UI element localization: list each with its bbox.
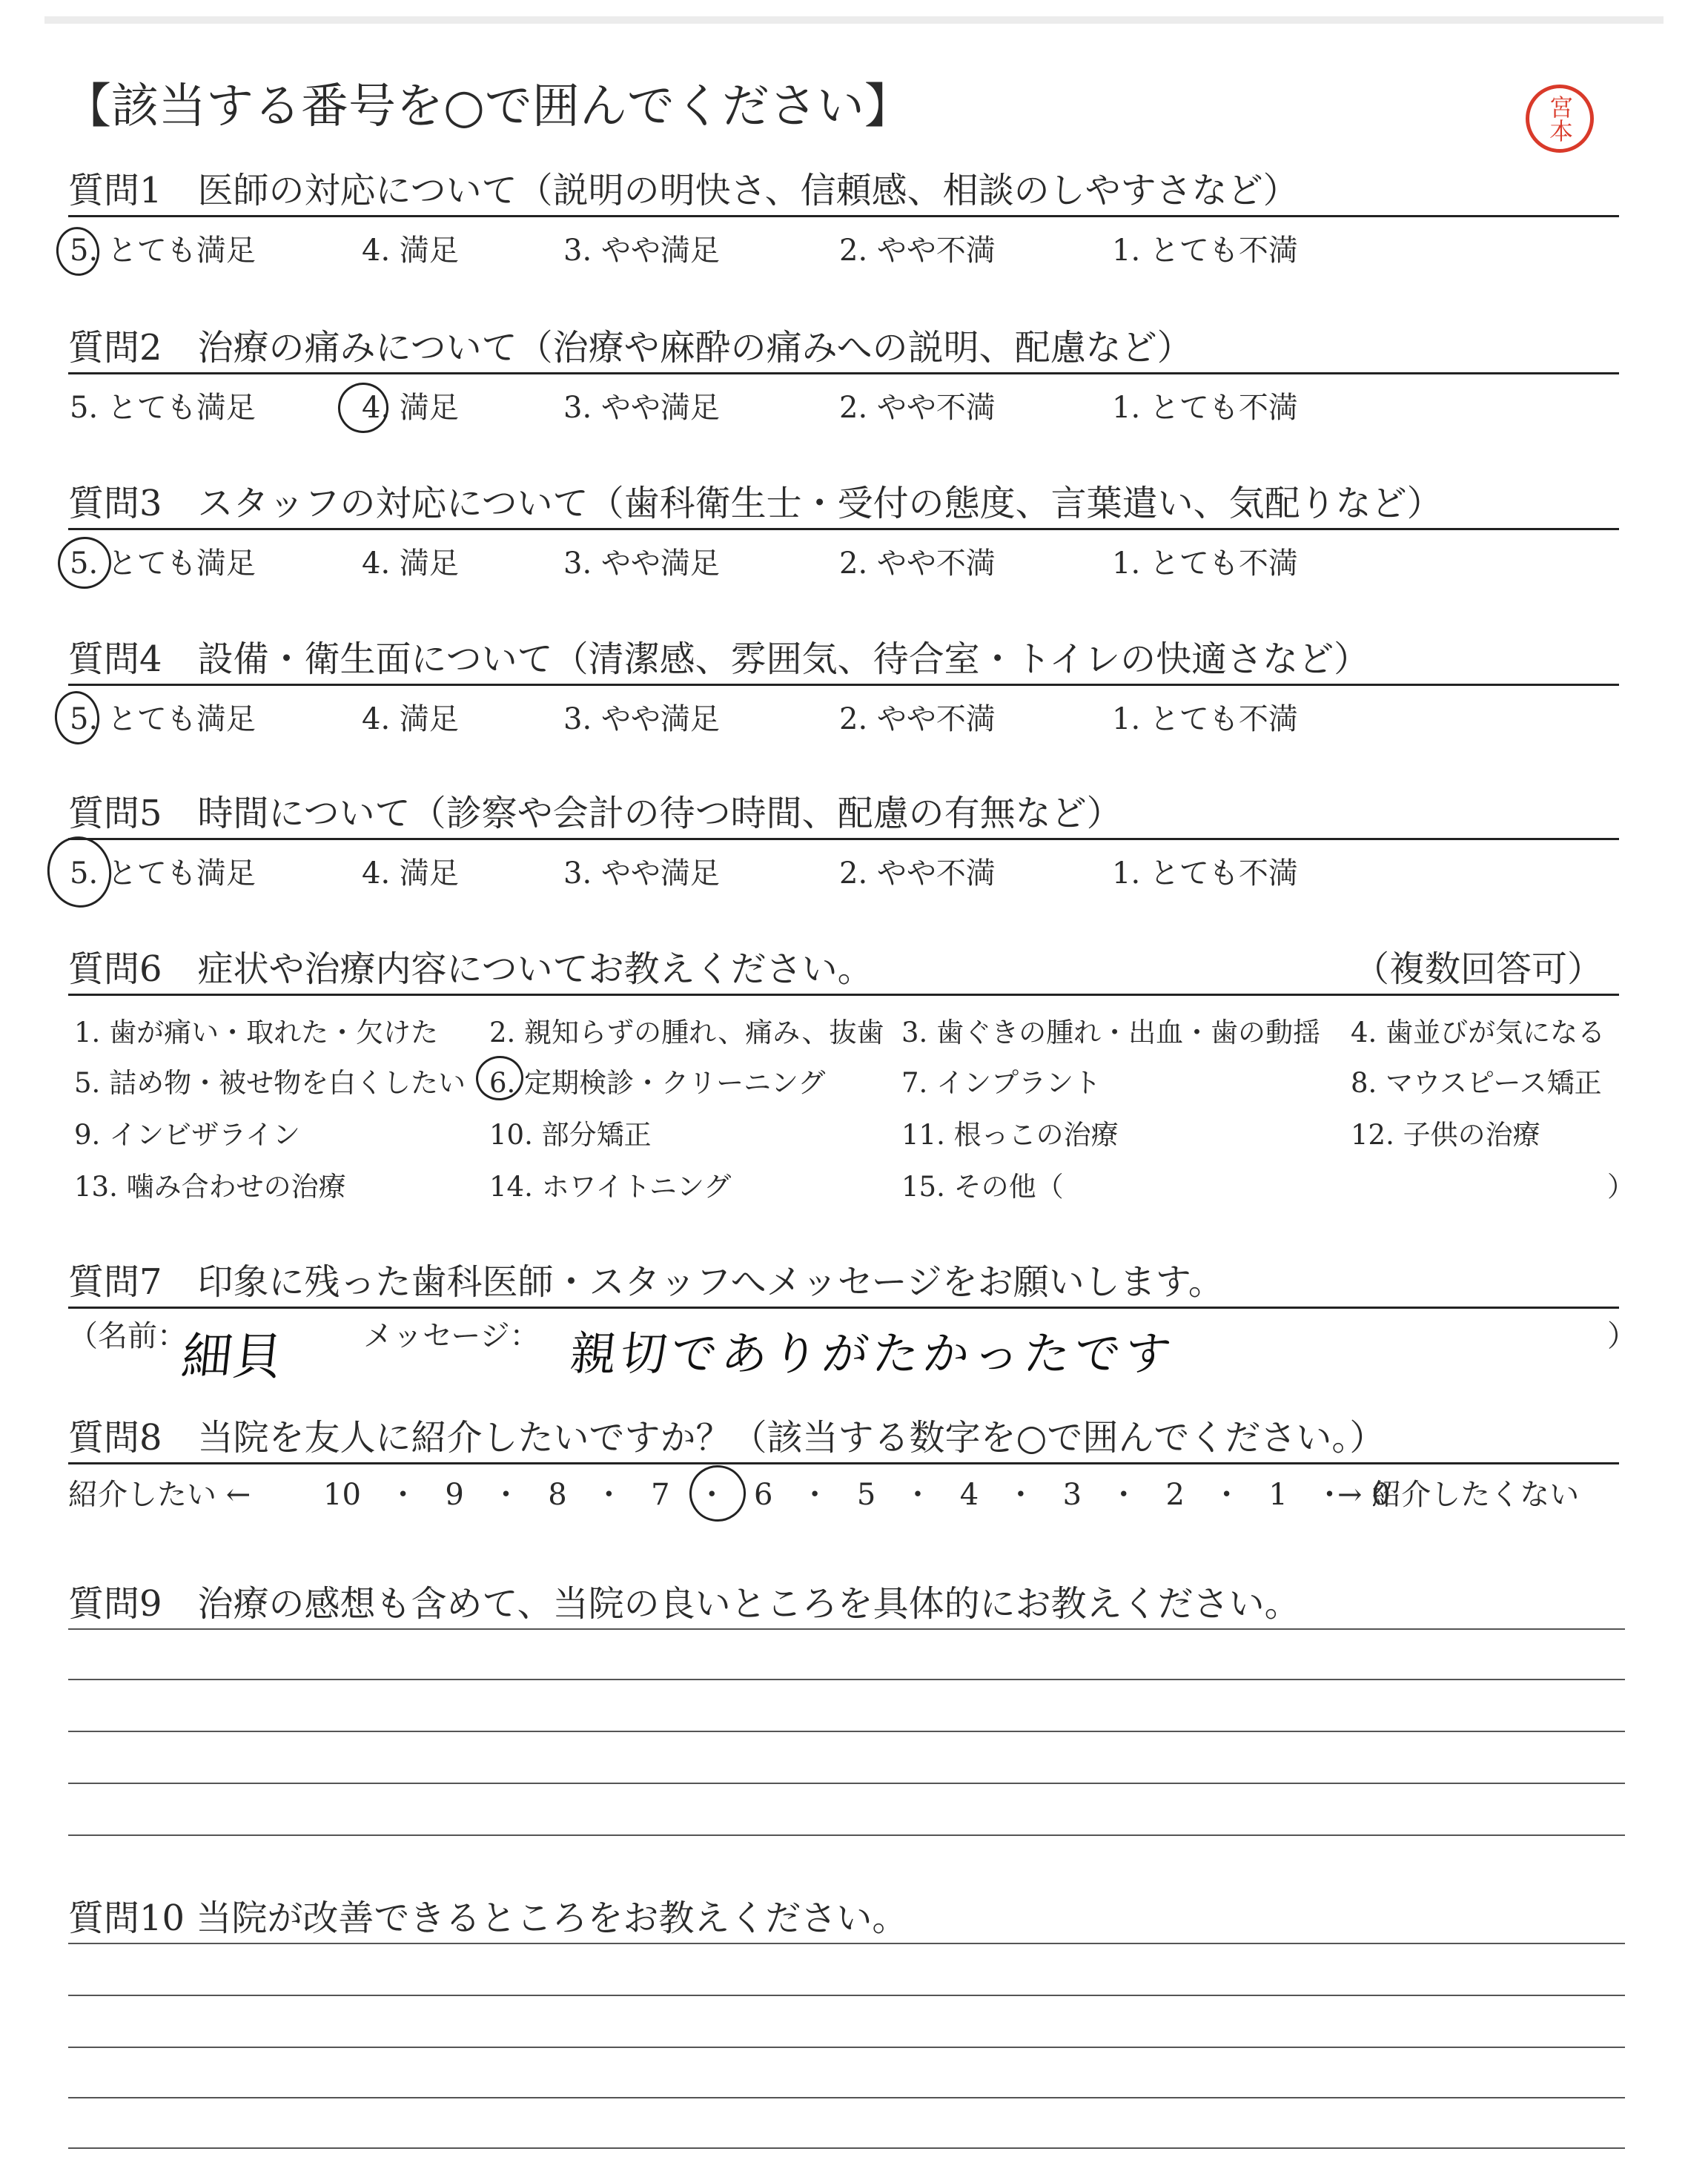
q3-option-4[interactable]: 4. 満足 [362,546,459,581]
q2-title: 質問2 治療の痛みについて（治療や麻酔の痛みへの説明、配慮など） [68,327,1193,369]
q1-option-4[interactable]: 4. 満足 [362,234,459,268]
q6-item-9[interactable]: 9. インビザライン [74,1119,300,1151]
q4-title: 質問4 設備・衛生面について（清潔感、雰囲気、待合室・トイレの快適さなど） [68,638,1370,680]
q6-title: 質問6 症状や治療内容についてお教えください。 [68,948,873,990]
q8-rule [68,1462,1619,1464]
q3-title: 質問3 スタッフの対応について（歯科衛生士・受付の態度、言葉遣い、気配りなど） [68,483,1443,524]
q6-item-5[interactable]: 5. 詰め物・被せ物を白くしたい [74,1067,466,1099]
q9-title: 質問9 治療の感想も含めて、当院の良いところを具体的にお教えください。 [68,1583,1300,1625]
q4-option-3[interactable]: 3. やや満足 [563,702,720,736]
q2-option-5[interactable]: 5. とても満足 [70,391,256,425]
q5-title: 質問5 時間について（診察や会計の待つ時間、配慮の有無など） [68,793,1122,834]
q7-title: 質問7 印象に残った歯科医師・スタッフへメッセージをお願いします。 [68,1261,1224,1303]
q5-rule [68,838,1619,840]
q6-item-3[interactable]: 3. 歯ぐきの腫れ・出血・歯の動揺 [901,1017,1321,1048]
q6-item-11[interactable]: 11. 根っこの治療 [901,1119,1119,1151]
q6-item-14[interactable]: 14. ホワイトニング [489,1171,732,1203]
q7-close-paren: ） [1607,1319,1637,1353]
q8-right-label: → 紹介したくない [1337,1478,1580,1512]
q7-rule [68,1307,1619,1309]
q2-rule [68,372,1619,374]
q10-line [68,1943,1625,1944]
q5-option-4[interactable]: 4. 満足 [362,856,459,891]
q5-option-1[interactable]: 1. とても不満 [1112,856,1298,891]
q6-item-13[interactable]: 13. 噛み合わせの治療 [74,1171,346,1203]
q5-option-3[interactable]: 3. やや満足 [563,856,720,891]
q6-item-1[interactable]: 1. 歯が痛い・取れた・欠けた [74,1017,439,1048]
q3-option-2[interactable]: 2. やや不満 [839,546,996,581]
q9-line [68,1628,1625,1630]
q2-option-1[interactable]: 1. とても不満 [1112,391,1298,425]
q2-option-2[interactable]: 2. やや不満 [839,391,996,425]
q2-option-4[interactable]: 4. 満足 [362,391,459,425]
q3-option-3[interactable]: 3. やや満足 [563,546,720,581]
q8-left-label: 紹介したい ← [68,1478,251,1512]
q6-item-6[interactable]: 6. 定期検診・クリーニング [489,1067,826,1099]
q4-option-4[interactable]: 4. 満足 [362,702,459,736]
q10-line [68,1995,1625,1996]
hand-drawn-circle [42,831,116,912]
q6-rule [68,994,1619,996]
q6-item-15-close-paren: ） [1607,1171,1635,1203]
q7-message-handwritten[interactable]: 親切でありがたかったです [567,1327,1179,1381]
q1-option-3[interactable]: 3. やや満足 [563,234,720,268]
q4-rule [68,684,1619,686]
q4-option-1[interactable]: 1. とても不満 [1112,702,1298,736]
q9-line [68,1783,1625,1784]
q6-item-12[interactable]: 12. 子供の治療 [1351,1119,1540,1151]
q7-name-label: （名前： [68,1319,187,1353]
q1-option-5[interactable]: 5. とても満足 [70,234,256,268]
q5-option-5[interactable]: 5. とても満足 [70,856,256,891]
q9-line [68,1834,1625,1836]
q10-line [68,2047,1625,2048]
q9-line [68,1731,1625,1732]
q1-option-1[interactable]: 1. とても不満 [1112,234,1298,268]
q4-option-5[interactable]: 5. とても満足 [70,702,256,736]
q10-line [68,2147,1625,2149]
page-top-edge [44,16,1664,24]
q8-scale[interactable]: 10 ・ 9 ・ 8 ・ 7 ・ 6 ・ 5 ・ 4 ・ 3 ・ 2 ・ 1 ・ 0 [323,1478,1391,1512]
q3-rule [68,528,1619,530]
q6-item-10[interactable]: 10. 部分矯正 [489,1119,652,1151]
q6-item-8[interactable]: 8. マウスピース矯正 [1351,1067,1602,1099]
q6-item-4[interactable]: 4. 歯並びが気になる [1351,1017,1606,1048]
q1-title: 質問1 医師の対応について（説明の明快さ、信頼感、相談のしやすさなど） [68,170,1299,211]
q9-line [68,1679,1625,1680]
q10-title: 質問10 当院が改善できるところをお教えください。 [68,1898,908,1939]
seal-stamp: 宮本 [1526,85,1594,153]
q5-option-2[interactable]: 2. やや不満 [839,856,996,891]
q3-option-5[interactable]: 5. とても満足 [70,546,256,581]
q7-name-handwritten[interactable]: 細貝 [179,1328,286,1387]
q6-item-15[interactable]: 15. その他（ [901,1171,1064,1203]
q3-option-1[interactable]: 1. とても不満 [1112,546,1298,581]
q4-option-2[interactable]: 2. やや不満 [839,702,996,736]
q10-line [68,2097,1625,2098]
q7-message-label: メッセージ： [363,1319,540,1353]
q2-option-3[interactable]: 3. やや満足 [563,391,720,425]
q6-note: （複数回答可） [1354,948,1603,990]
q6-item-7[interactable]: 7. インプラント [901,1067,1102,1099]
q1-rule [68,215,1619,217]
q1-option-2[interactable]: 2. やや不満 [839,234,996,268]
q6-item-2[interactable]: 2. 親知らずの腫れ、痛み、抜歯 [489,1017,884,1048]
page-title: 【該当する番号を○で囲んでください】 [64,79,912,134]
q8-title: 質問8 当院を友人に紹介したいですか？（該当する数字を○で囲んでください。） [68,1417,1386,1459]
